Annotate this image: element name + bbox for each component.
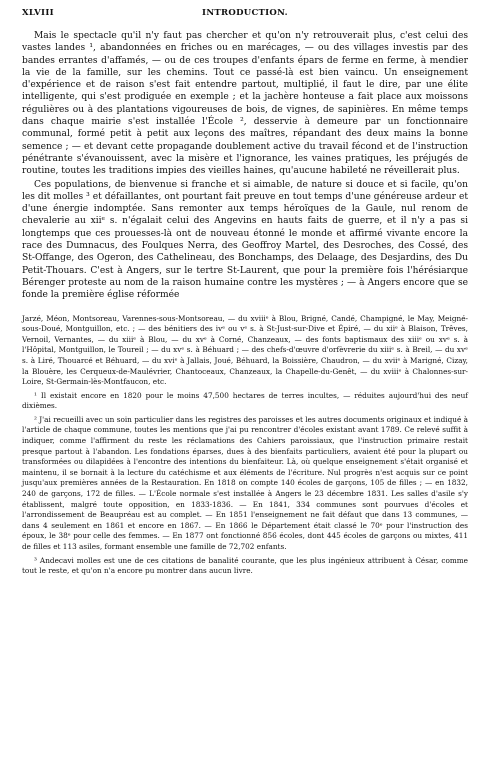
page-number: XLVIII — [22, 8, 54, 18]
paragraph: Ces populations, de bienvenue si franche et si aimable, de nature si douce et si facile, qu'on les dit molles ³ et défaillantes, ont pourtant fait preuve en tout temps d'une généreuse ardeur et d'une énergie indomptée. Sans remonter aux temps héroïques de la Gaule, nul renom de chevalerie au xiiᵉ s. n'égalait celui des Angevins en hauts faits de guerre, et il n'y a pas si longtemps que ces prouesses-là ont de nouveau étonné le monde et affirmé vivante encore la race des Dumnacus, des Foulques Nerra, des Geoffroy Martel, des Desroches, des Cossé, des St-Offange, des Ogeron, des Cathelineau, des Bonchamps, des Delaage, des Desjardins, des Du Petit-Thouars. C'est à Angers, sur le tertre St-Laurent, que pour la première fois l'hérésiarque Bérenger proteste au nom de la raison humaine contre les mystères ; — à Angers encore que se fonde la première église réformée — [22, 179, 468, 301]
footnote-continuation: Jarzé, Méon, Montsoreau, Varennes-sous-Montsoreau, — du xviiiᵉ à Blou, Brigné, Candé, Champigné, le May, Meigné-sous-Doué, Montguillon, etc. ; — des bénitiers des ivᵉ ou vᵉ s. à St-Just-sur-Dive et Épiré, — du xiiᵉ à Blaison, Trêves, Vernoil, Vernantes, — du xiiiᵉ à Blou, — du xvᵉ à Corné, Chanzeaux, — des fonts baptismaux des xiiiᵉ ou xvᵉ s. à l'Hôpital, Montguillon, le Toureil ; — du xvᵉ s. à Béhuard ; — des chefs-d'œuvre d'orfèvrerie du xiiiᵉ s. à Breil, — du xvᵉ s. à Liré, Thouarcé et Béhuard, — du xviᵉ à Jallais, Joué, Béhuard, la Boissière, Chaudron, — du xviiᵉ à Marigné, Cizay, la Blouère, les Cerqueux-de-Maulévrier, Chantoceaux, Chanzeaux, la Chapelle-du-Genêt, — du xviiiᵉ à Chalonnes-sur-Loire, St-Germain-lès-Montfaucon, etc. — [22, 313, 468, 387]
footnote: ¹ Il existait encore en 1820 pour le moins 47,500 hectares de terres incultes, — réduites aujourd'hui des neuf dixièmes. — [22, 390, 468, 411]
paragraph: Mais le spectacle qu'il n'y faut pas chercher et qu'on n'y retrouverait plus, c'est celui des vastes landes ¹, abandonnées en friches ou en marécages, — ou des villages investis par des bandes errantes d'affamés, — ou de ces troupes d'enfants épars de ferme en ferme, à mendier la vie de la famille, sur les chemins. Tout ce passé-là est bien vaincu. Un enseignement d'expérience et de raison s'est fait entendre partout, multiplié, il faut le dire, par une élite intelligente, qui s'est prodiguée en exemple ; et la jachère honteuse a fait place aux moissons régulières ou à des plantations vigoureuses de bois, de vignes, de sapinières. En même temps dans chaque mairie s'est installée l'École ², desservie à demeure par un fonctionnaire communal, formé petit à petit aux leçons des maîtres, répandant des deux mains la bonne semence ; — et devant cette propagande doublement active du travail fécond et de l'instruction pénétrante s'évanouissent, avec la misère et l'ignorance, les vaines pratiques, les préjugés de routine, toutes les traditions impies des vieilles haines, qu'aucune habileté ne réveillerait plus. — [22, 31, 468, 177]
running-title: INTRODUCTION. — [202, 8, 288, 18]
footnotes — [22, 314, 468, 577]
footnote: ² J'ai recueilli avec un soin particulier dans les registres des paroisses et les autres documents originaux et indiqué à l'article de chaque commune, toutes les mentions que j'ai pu rencontrer d'écoles existant avant 1789. Ce relevé suffit à indiquer, comme l'affirment du reste les réclamations des Cahiers paroissiaux, que l'instruction primaire restait presque partout à l'abandon. Les fondations éparses, dues à des bienfaits particuliers, avaient été pour la plupart ou transformées ou dilapidées à l'encontre des intentions du bienfaiteur. Là, où quelque enseignement s'était organisé et maintenu, il se bornait à la lecture du catéchisme et aux éléments de l'écriture. Nul progrès n'est acquis sur ce point jusqu'aux premières années de la Restauration. En 1818 on compte 140 écoles de garçons, 105 de filles ; — en 1832, 240 de garçons, 172 de filles. — L'École normale s'est installée à Angers le 23 décembre 1831. Les salles d'asile s'y établissent, malgré toute opposition, en 1833-1836. — En 1841, 334 communes sont pourvues d'écoles et l'arrondissement de Beaupréau est au complet. — En 1851 l'enseignement ne fait défaut que dans 13 communes, — dans 4 seulement en 1861 et encore en 1867. — En 1866 le Département était classé le 70ᵉ pour l'instruction des époux, le 38ᵉ pour celle des femmes. — En 1877 ont fonctionné 856 écoles, dont 445 écoles de garçons ou mixtes, 411 de filles et 113 asiles, formant ensemble une famille de 72,702 enfants. — [22, 414, 468, 551]
footnote: ³ Andecavi molles est une de ces citations de banalité courante, que les plus ingénieux attribuent à César, comme tout le reste, et qu'on n'a encore pu montrer dans aucun livre. — [22, 555, 468, 576]
page-header — [22, 8, 468, 22]
main-text — [22, 30, 468, 302]
notes-separator — [22, 302, 468, 314]
